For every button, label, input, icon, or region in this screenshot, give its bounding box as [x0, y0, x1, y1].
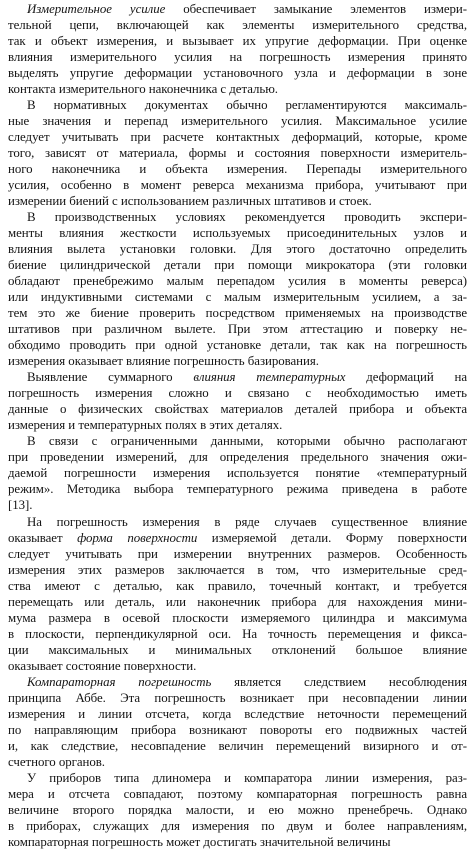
text-run: влияния измерительного усилия на погрешность измерения принято [8, 50, 467, 65]
text-run: счетного органов. [8, 754, 105, 769]
text-line [8, 241, 467, 257]
paragraph-p7 [8, 674, 467, 770]
text-line [8, 722, 467, 738]
italic-term: влияния температурных [193, 370, 346, 385]
text-run: мера и отсчета совпадают, поэтому компараторная погрешность равна [8, 786, 467, 801]
paragraph-p5 [8, 433, 467, 513]
text-line [8, 401, 467, 417]
text-run: обеспечивает замыкание элементов измери- [165, 2, 467, 16]
text-run: Выявление суммарного [27, 370, 194, 385]
text-line [8, 305, 467, 321]
text-line [8, 610, 467, 626]
text-run: обходимо проводить при одной установке детали, так как на погрешность [8, 338, 467, 353]
text-run: У приборов типа длиномера и компаратора линии измерения, раз- [27, 770, 467, 785]
text-run: в плоскости, перпендикулярной оси. На точность перемещения и фикса- [8, 626, 467, 641]
paragraph-p8 [8, 770, 467, 850]
text-run: мума размера в осевой плоскости измеряемого цилиндра и максимума [8, 610, 467, 625]
text-line [8, 674, 467, 690]
text-run: и, как следствие, несовпадение величин перемещений визирного и от- [8, 738, 467, 753]
italic-term: форма поверхности [77, 530, 198, 545]
text-run: в приборах, служащих для измерения по двум и более направлениям, [8, 818, 467, 833]
text-run: компараторная погрешность может достигать значительной величины [8, 834, 391, 849]
text-run: В производственных условиях рекомендуется проводить экспери- [27, 210, 467, 225]
text-run: принципа Аббе. Эта погрешность возникает при несовпадении линии [8, 690, 467, 705]
text-line [8, 465, 467, 481]
text-line [8, 642, 467, 658]
paragraph-p3 [8, 209, 467, 369]
text-line [8, 225, 467, 241]
text-run: режим». Методика выбора температурного режима приведена в работе [8, 482, 467, 497]
text-line [8, 369, 467, 385]
text-body [8, 1, 467, 850]
text-line [8, 289, 467, 305]
text-line [8, 658, 467, 674]
text-run: измерения этих размеров заключается в том, что измерительные сред- [8, 562, 467, 577]
text-run: ные значения и перепад измерительного усилия. Максимальное усилие [8, 114, 467, 129]
paragraph-p4 [8, 369, 467, 433]
text-line [8, 514, 467, 530]
text-run: оказывает [8, 530, 78, 545]
text-run: выделять упругие деформации установочного узла и деформации в зоне [8, 66, 467, 81]
text-line [8, 706, 467, 722]
text-line [8, 65, 467, 81]
text-run: является следствием несоблюдения [211, 674, 467, 689]
text-run: В связи с ограниченными данными, которыми обычно располагают [27, 434, 467, 449]
text-line [8, 353, 467, 369]
text-line [8, 177, 467, 193]
text-run: обладают пренебрежимо малым перепадом усилия в моменты реверса) [8, 274, 467, 289]
text-line [8, 497, 467, 513]
text-run: В нормативных документах обычно регламентируются максималь- [27, 98, 467, 113]
text-run: измерении биений с использованием различных штативов и стоек. [8, 194, 372, 209]
text-run: ции максимальных и минимальных отклонений большое влияние [8, 642, 467, 657]
text-line [8, 209, 467, 225]
text-line [8, 385, 467, 401]
text-line [8, 626, 467, 642]
text-run: по направляющим прибора возникают повороты его подвижных частей [8, 722, 467, 737]
text-line [8, 273, 467, 289]
text-run: при проведении измерений, для определения предельного значения ожи- [8, 450, 467, 465]
text-run: следует учитывать при измерении внутренних размеров. Особенность [8, 546, 467, 561]
text-line [8, 754, 467, 770]
text-line [8, 802, 467, 818]
text-line [8, 786, 467, 802]
text-run: тельной цепи, включающей как элементы измерительного средства, [8, 18, 467, 33]
text-line [8, 145, 467, 161]
text-line [8, 193, 467, 209]
italic-term: Измерительное усилие [27, 2, 166, 16]
text-line [8, 818, 467, 834]
text-line [8, 530, 467, 546]
text-line [8, 562, 467, 578]
text-line [8, 129, 467, 145]
text-run: перемещать или деталь, или наконечник прибора для нахождения мини- [8, 594, 467, 609]
text-run: следует учитывать при расчете контактных деформаций, которые, кроме [8, 130, 467, 145]
text-line [8, 113, 467, 129]
text-run: даемой погрешности измерения используется понятие «температурный [8, 466, 467, 481]
text-line [8, 594, 467, 610]
text-line [8, 33, 467, 49]
text-run: измеряемой детали. Форму поверхности [197, 530, 467, 545]
text-run: оказывает состояние поверхности. [8, 658, 197, 673]
text-line [8, 81, 467, 97]
text-run: биение цилиндрической детали при помощи микрокатора (эти головки [8, 258, 467, 273]
text-run: или индуктивными системами с малым измерительным усилием, а за- [8, 290, 467, 305]
text-run: погрешность измерения сложно и связано с необходимостью иметь [8, 386, 467, 401]
text-run: На погрешность измерения в ряде случаев существенное влияние [27, 514, 467, 529]
text-line [8, 1, 467, 17]
text-run: влияния вылета установки головки. Для этого достаточно определить [8, 242, 467, 257]
text-run: данные о физических свойствах материалов деталей прибора и объекта [8, 402, 467, 417]
italic-term: Компараторная погрешность [27, 674, 212, 689]
text-run: [13]. [8, 498, 33, 513]
text-line [8, 481, 467, 497]
text-run: измерения оказывает влияние погрешность базирования. [8, 354, 319, 369]
text-line [8, 578, 467, 594]
text-run: контакта измерительного наконечника с деталью. [8, 82, 278, 97]
text-line [8, 417, 467, 433]
text-line [8, 161, 467, 177]
text-line [8, 257, 467, 273]
text-run: измерения и линии отсчета, когда вследствие неточности перемещений [8, 706, 467, 721]
text-run: менты влияния жесткости используемых присоединительных узлов и [8, 226, 467, 241]
text-run: ного наконечника и объекта измерения. Перепады измерительного [8, 162, 467, 177]
text-run: измерения и температурных полях в этих деталях. [8, 418, 283, 433]
text-run: ства имеют с деталью, как правило, точечный контакт, и требуется [8, 578, 467, 593]
text-line [8, 546, 467, 562]
text-line [8, 17, 467, 33]
text-line [8, 770, 467, 786]
paragraph-p2 [8, 97, 467, 209]
paragraph-p1 [8, 1, 467, 97]
text-line [8, 97, 467, 113]
text-run: деформаций на [345, 370, 467, 385]
text-line [8, 690, 467, 706]
text-run: штативов при различном вылете. При этом аттестацию и поверку не- [8, 322, 467, 337]
text-run: усилия, особенно в момент реверса механизма прибора, учитывают при [8, 178, 467, 193]
text-line [8, 834, 467, 850]
text-line [8, 321, 467, 337]
text-line [8, 49, 467, 65]
text-line [8, 433, 467, 449]
text-line [8, 449, 467, 465]
text-run: тем это же биение проверить посредством применяемых на производстве [8, 306, 467, 321]
text-run: величине второго порядка малости, и ею можно пренебречь. Однако [8, 802, 467, 817]
paragraph-p6 [8, 514, 467, 674]
text-run: так и объект измерения, и вызывает их упругие деформации. При оценке [8, 34, 467, 49]
text-line [8, 337, 467, 353]
text-line [8, 738, 467, 754]
text-run: того, зависят от материала, формы и состояния поверхности измеритель- [8, 146, 467, 161]
